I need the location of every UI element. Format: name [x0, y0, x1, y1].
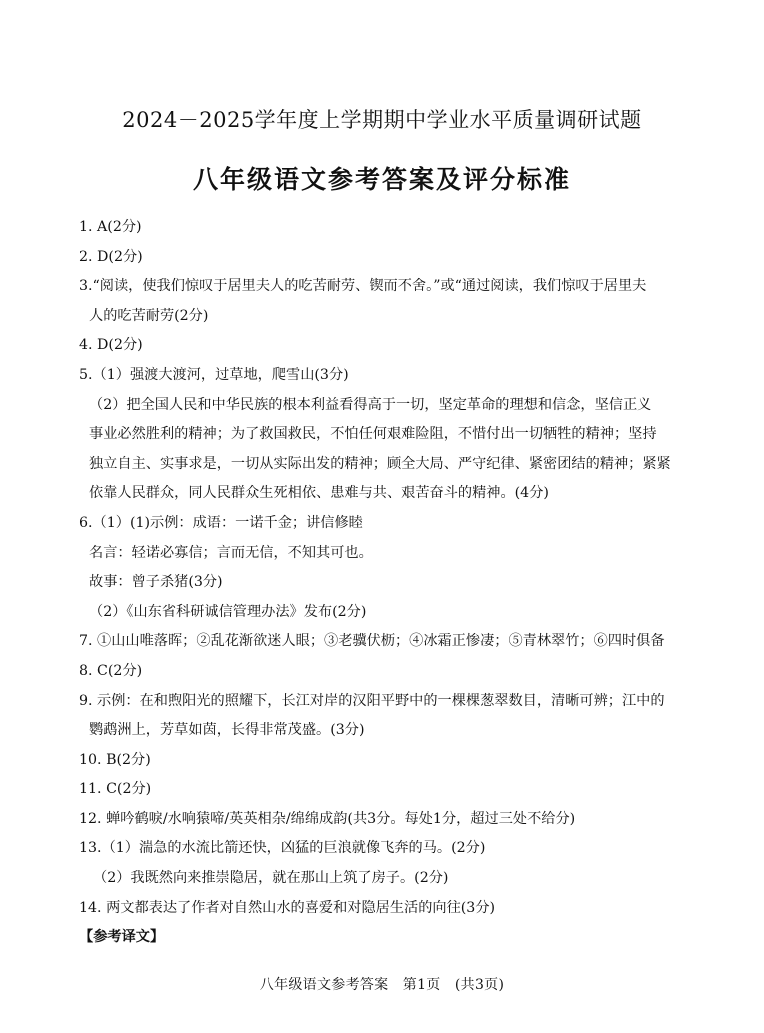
answer-item-1: 1. A(2分) [79, 219, 142, 235]
answer-item-10: 10. B(2分) [79, 751, 151, 768]
answer-item-8: 8. C(2分) [79, 662, 143, 679]
answer-item-7: 7. ①山山唯落晖；②乱花渐欲迷人眼；③老骥伏枥；④冰霜正惨凄；⑤青林翠竹；⑥四时俱备 [79, 633, 665, 650]
answer-item-5-part2-cont: 独立自主、实事求是，一切从实际出发的精神；顾全大局、严守纪律、紧密团结的精神；紧紧 [89, 455, 671, 472]
answer-item-6-part2: （2）《山东省科研诚信管理办法》发布(2分) [89, 603, 367, 620]
answer-item-6-quote: 名言：轻诺必寡信；言而无信，不知其可也。 [89, 544, 373, 561]
answer-item-11: 11. C(2分) [79, 781, 152, 798]
answer-item-3: 3.“阅读，使我们惊叹于居里夫人的吃苦耐劳、锲而不舍。”或“通过阅读，我们惊叹于居里夫 [79, 278, 647, 295]
answer-item-5-part2-cont: 事业必然胜利的精神；为了救国救民，不怕任何艰难险阻，不惜付出一切牺牲的精神；坚持 [89, 426, 657, 443]
answer-item-9-cont: 鹦鹉洲上，芳草如茵，长得非常茂盛。(3分) [89, 722, 365, 739]
exam-title: 2024－2025学年度上学期期中学业水平质量调研试题 [122, 108, 642, 132]
answer-item-2: 2. D(2分) [79, 248, 143, 265]
answer-list [79, 213, 689, 953]
answer-item-5-part2-cont: 依靠人民群众，同人民群众生死相依、患难与共、艰苦奋斗的精神。(4分) [89, 485, 549, 502]
answer-item-12: 12. 蝉吟鹤唳/水响猿啼/英英相杂/绵绵成韵(共3分。每处1分，超过三处不给分) [79, 810, 576, 827]
answer-item-5: 5.（1）强渡大渡河，过草地，爬雪山(3分) [79, 366, 349, 383]
page-footer: 八年级语文参考答案 第1页 (共3页) [259, 977, 505, 993]
answer-item-5-part2: （2）把全国人民和中华民族的根本利益看得高于一切，坚定革命的理想和信念，坚信正义 [89, 396, 652, 413]
answer-item-13-part2: （2）我既然向来推崇隐居，就在那山上筑了房子。(2分) [93, 870, 449, 887]
answer-item-3-cont: 人的吃苦耐劳(2分) [89, 307, 209, 324]
document-subtitle: 八年级语文参考答案及评分标准 [192, 165, 571, 194]
answer-item-4: 4. D(2分) [79, 337, 143, 354]
answer-item-9: 9. 示例：在和煦阳光的照耀下，长江对岸的汉阳平野中的一棵棵葱翠数目，清晰可辨；江中的 [79, 692, 665, 709]
answer-item-14: 14. 两文都表达了作者对自然山水的喜爱和对隐居生活的向往(3分) [79, 899, 496, 916]
answer-item-6-story: 故事：曾子杀猪(3分) [89, 574, 223, 591]
answer-item-13: 13.（1）湍急的水流比箭还快，凶猛的巨浪就像飞奔的马。(2分) [79, 840, 486, 857]
answer-item-6: 6.（1）(1)示例：成语：一诺千金；讲信修睦 [79, 514, 363, 531]
reference-translation-heading: 【参考译文】 [79, 929, 165, 946]
